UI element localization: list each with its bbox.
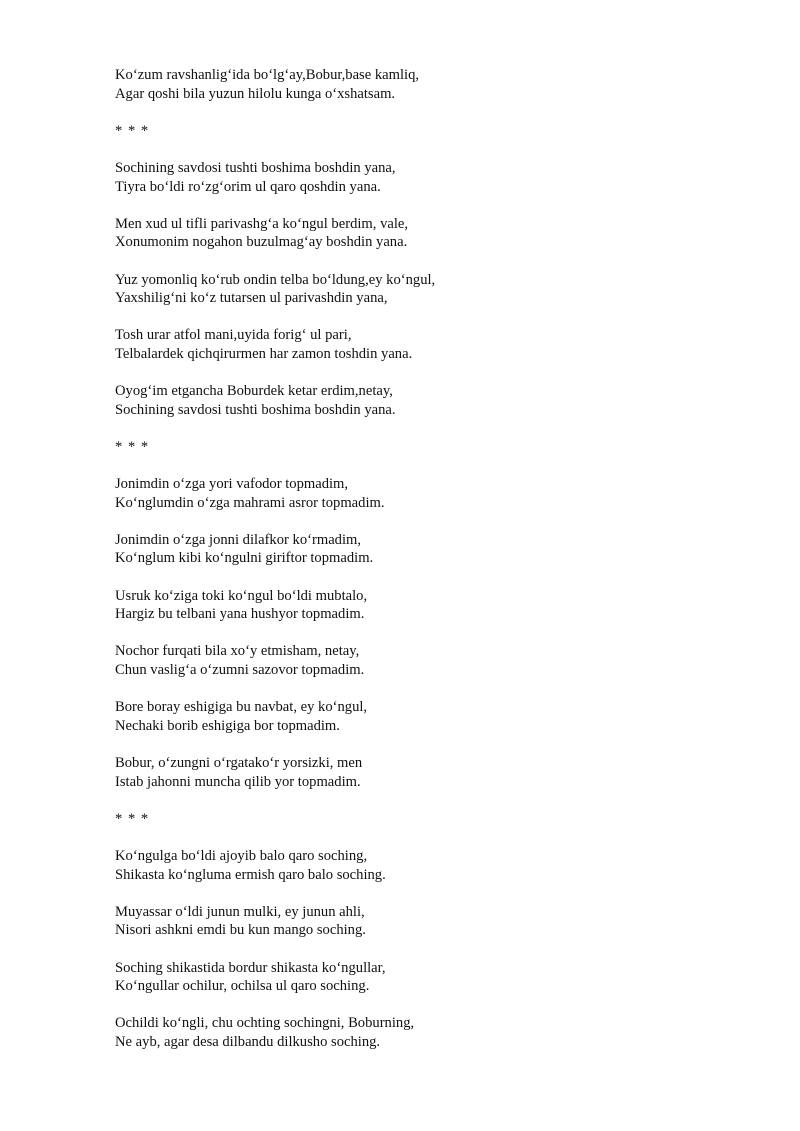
verse-line: Xonumonim nogahon buzulmag‘ay boshdin yana. — [115, 234, 408, 251]
section-separator: * * * — [115, 122, 150, 139]
verse-line: Tosh urar atfol mani,uyida forig‘ ul pari, — [115, 327, 352, 344]
verse-line: Men xud ul tifli parivashg‘a ko‘ngul berdim, vale, — [115, 215, 409, 232]
verse-line: Ko‘nglum kibi ko‘ngulni giriftor topmadim. — [115, 550, 374, 567]
verse-line: Yuz yomonliq ko‘rub ondin telba bo‘ldung,ey ko‘ngul, — [115, 271, 436, 288]
stanza — [115, 754, 715, 791]
verse-line: Bobur, o‘zungni o‘rgatako‘r yorsizki, men — [115, 754, 363, 771]
verse-line: Ko‘ngullar ochilur, ochilsa ul qaro soching. — [115, 978, 370, 995]
verse-line: Agar qoshi bila yuzun hilolu kunga o‘xshatsam. — [115, 85, 396, 102]
stanza — [115, 475, 715, 512]
verse-line: Istab jahonni muncha qilib yor topmadim. — [115, 773, 361, 790]
verse-line: Muyassar o‘ldi junun mulki, ey junun ahli, — [115, 903, 365, 920]
verse-line: Nisori ashkni emdi bu kun mango soching. — [115, 922, 366, 939]
stanza — [115, 587, 715, 624]
stanza — [115, 215, 715, 252]
verse-line: Ko‘ngulga bo‘ldi ajoyib balo qaro soching, — [115, 847, 368, 864]
document-page — [115, 66, 715, 1070]
stanza — [115, 382, 715, 419]
stanza — [115, 159, 715, 196]
stanza — [115, 326, 715, 363]
verse-line: Soching shikastida bordur shikasta ko‘ngullar, — [115, 959, 386, 976]
verse-line: Jonimdin o‘zga jonni dilafkor ko‘rmadim, — [115, 531, 362, 548]
verse-line: Bore boray eshigiga bu navbat, ey ko‘ngul, — [115, 699, 368, 716]
verse-line: Sochining savdosi tushti boshima boshdin yana. — [115, 401, 396, 418]
verse-line: Jonimdin o‘zga yori vafodor topmadim, — [115, 476, 349, 493]
stanza — [115, 959, 715, 996]
stanza — [115, 531, 715, 568]
verse-line: Chun vaslig‘a o‘zumni sazovor topmadim. — [115, 662, 365, 678]
stanza — [115, 698, 715, 735]
verse-line: Ko‘zum ravshanlig‘ida bo‘lg‘ay,Bobur,base kamliq, — [115, 67, 420, 83]
stanza — [115, 1014, 715, 1051]
section-separator: * * * — [115, 438, 150, 455]
section-separator: * * * — [115, 810, 150, 827]
verse-line: Nochor furqati bila xo‘y etmisham, netay, — [115, 643, 360, 660]
verse-line: Usruk ko‘ziga toki ko‘ngul bo‘ldi mubtalo, — [115, 587, 368, 604]
stanza — [115, 271, 715, 308]
verse-line: Telbalardek qichqirurmen har zamon toshdin yana. — [115, 345, 413, 362]
stanza — [115, 66, 715, 103]
verse-line: Yaxshilig‘ni ko‘z tutarsen ul parivashdin yana, — [115, 290, 388, 307]
stanza — [115, 642, 715, 679]
verse-line: Sochining savdosi tushti boshima boshdin yana, — [115, 159, 396, 176]
verse-line: Nechaki borib eshigiga bor topmadim. — [115, 717, 340, 734]
stanza — [115, 847, 715, 884]
verse-line: Oyog‘im etgancha Boburdek ketar erdim,netay, — [115, 383, 393, 400]
verse-line: Ne ayb, agar desa dilbandu dilkusho soching. — [115, 1033, 381, 1050]
stanza — [115, 903, 715, 940]
verse-line: Ochildi ko‘ngli, chu ochting sochingni, Boburning, — [115, 1015, 415, 1032]
verse-line: Tiyra bo‘ldi ro‘zg‘orim ul qaro qoshdin yana. — [115, 178, 381, 195]
verse-line: Shikasta ko‘ngluma ermish qaro balo soching. — [115, 866, 386, 883]
verse-line: Hargiz bu telbani yana hushyor topmadim. — [115, 606, 365, 623]
verse-line: Ko‘nglumdin o‘zga mahrami asror topmadim. — [115, 494, 385, 511]
